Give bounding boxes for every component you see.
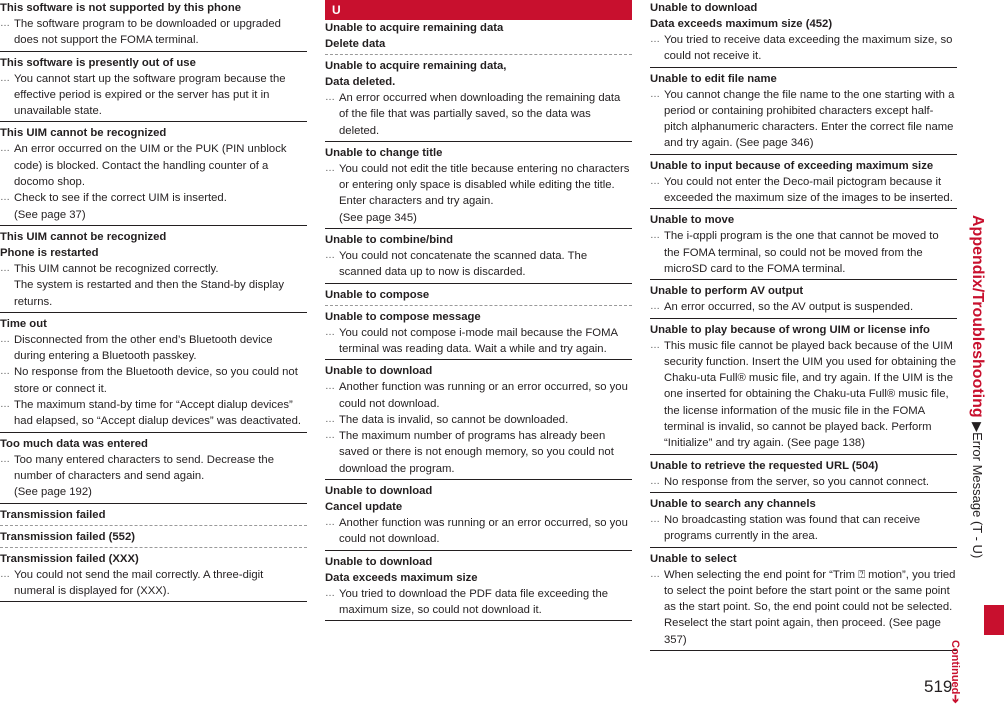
error-description: … Another function was running or an error occurred, so you could not download. (325, 515, 632, 548)
error-entry (0, 504, 307, 526)
error-message-title: This software is not supported by this phone (0, 2, 242, 14)
error-description: … The maximum number of programs has already been saved or there is not enough memory, so you could not download the program. (325, 428, 632, 477)
error-description: … You could not edit the title because entering no characters or entering only space is disabled while editing the title. Enter characters and try again. (See page 345) (325, 161, 632, 226)
error-message-title: Unable to download Cancel update (325, 485, 433, 514)
error-entry (650, 280, 957, 318)
error-entry (650, 548, 957, 651)
error-description: … An error occurred, so the AV output is suspended. (650, 299, 957, 315)
error-message-title: Unable to edit file name (650, 72, 777, 85)
error-entry (650, 319, 957, 455)
error-message-title: Unable to input because of exceeding maximum size (650, 159, 934, 172)
error-description: … This UIM cannot be recognized correctly. The system is restarted and then the Stand-by display returns. (0, 261, 307, 310)
column-left (0, 0, 307, 602)
error-entry (325, 142, 632, 229)
column-middle (325, 0, 632, 621)
error-entry (325, 55, 632, 142)
error-entry (325, 480, 632, 551)
error-message-title: Unable to select (650, 552, 737, 565)
error-message-title: Unable to move (650, 214, 735, 227)
error-description: … You could not concatenate the scanned data. The scanned data up to now is discarded. (325, 248, 632, 281)
error-message-title: Transmission failed (XXX) (0, 552, 139, 565)
error-message-title: Unable to play because of wrong UIM or license info (650, 323, 930, 336)
error-description: … An error occurred when downloading the remaining data of the file that was partially saved, so the data was deleted. (325, 90, 632, 139)
error-entry (325, 20, 632, 55)
error-message-title: Unable to compose message (325, 310, 481, 323)
section-letter-header: U (325, 0, 632, 20)
error-description: … Disconnected from the other end’s Bluetooth device during entering a Bluetooth passkey. (0, 332, 307, 365)
error-description: … You cannot change the file name to the one starting with a period or containing prohibited characters except half-pitch alphanumeric characters. Enter the correct file name and try again. (See page 346) (650, 87, 957, 152)
error-description: … The data is invalid, so cannot be downloaded. (325, 412, 632, 428)
error-message-title: Unable to download Data exceeds maximum size (452) (650, 2, 833, 30)
error-message-title: Unable to download (325, 365, 433, 378)
error-description: … You could not enter the Deco-mail pictogram because it exceeded the maximum size of the images to be inserted. (650, 174, 957, 207)
error-message-title: Unable to combine/bind (325, 234, 454, 247)
error-entry (650, 493, 957, 548)
error-message-title: Unable to search any channels (650, 497, 816, 510)
error-entry (0, 122, 307, 225)
error-message-title: Unable to compose (325, 288, 430, 301)
error-message-title: Too much data was entered (0, 437, 148, 450)
error-entry (650, 209, 957, 280)
error-message-title: This software is presently out of use (0, 56, 196, 69)
error-entry (325, 284, 632, 306)
error-entry (650, 455, 957, 493)
error-message-title: Unable to acquire remaining data Delete data (325, 22, 504, 50)
error-description: … Too many entered characters to send. Decrease the number of characters and send again. (See page 192) (0, 452, 307, 501)
error-description: … You could not send the mail correctly. A three-digit numeral is displayed for (XXX). (0, 567, 307, 600)
error-description: … Check to see if the correct UIM is inserted. (See page 37) (0, 190, 307, 223)
error-description: … No broadcasting station was found that can receive programs currently in the area. (650, 512, 957, 545)
error-description: … You tried to receive data exceeding the maximum size, so could not receive it. (650, 32, 957, 65)
error-entry (650, 0, 957, 68)
error-entry (0, 526, 307, 548)
error-message-title: Unable to change title (325, 146, 443, 159)
error-message-title: Transmission failed (0, 508, 106, 521)
error-message-title: Unable to perform AV output (650, 285, 804, 298)
error-description: … You cannot start up the software program because the effective period is expired or the server has put it in unavailable state. (0, 71, 307, 120)
error-description: … The software program to be downloaded or upgraded does not support the FOMA terminal. (0, 16, 307, 49)
error-message-title: Unable to download Data exceeds maximum size (325, 555, 478, 584)
error-entry (325, 229, 632, 284)
error-description: … An error occurred on the UIM or the PUK (PIN unblock code) is blocked. Contact the handling counter of a docomo shop. (0, 141, 307, 190)
side-title-main: Appendix/Troubleshooting (969, 215, 986, 418)
error-entry (650, 155, 957, 210)
error-entry (0, 433, 307, 504)
page-number: 519 (924, 677, 953, 696)
column-right (650, 0, 957, 651)
error-entry (650, 68, 957, 155)
error-message-title: Unable to retrieve the requested URL (504) (650, 459, 879, 472)
error-message-title: Unable to acquire remaining data, Data deleted. (325, 60, 507, 88)
error-description: … You tried to download the PDF data file exceeding the maximum size, so could not download it. (325, 586, 632, 619)
error-entry (0, 52, 307, 123)
error-message-title: Time out (0, 317, 47, 330)
error-entry (0, 313, 307, 433)
error-message-title: This UIM cannot be recognized Phone is restarted (0, 230, 167, 259)
error-message-title: This UIM cannot be recognized (0, 127, 167, 140)
error-description: … The maximum stand-by time for “Accept dialup devices” had elapsed, so “Accept dialup devices” was deactivated. (0, 397, 307, 430)
error-entry (325, 306, 632, 361)
error-entry (0, 548, 307, 603)
error-message-title: Transmission failed (552) (0, 530, 135, 543)
error-entry (325, 360, 632, 480)
error-entry (325, 551, 632, 622)
continued-label: Continued➔ (949, 640, 961, 704)
error-entry (0, 0, 307, 52)
error-description: … When selecting the end point for “Trim ⍰ motion”, you tried to select the point before the start point or the same point as the start point. So, the end point could not be selected. Reselect the start point again, then proceed. (See page 357) (650, 567, 957, 648)
error-description: … No response from the server, so you cannot connect. (650, 474, 957, 490)
side-title-sub: ▶Error Message (T - U) (970, 422, 985, 559)
error-description: … No response from the Bluetooth device, so you could not store or connect it. (0, 364, 307, 397)
error-description: … Another function was running or an error occurred, so you could not download. (325, 379, 632, 412)
page-tab-marker (984, 605, 1004, 635)
error-description: … You could not compose i-mode mail because the FOMA terminal was reading data. Wait a while and try again. (325, 325, 632, 358)
error-description: … The i-αppli program is the one that cannot be moved to the FOMA terminal, so could not be moved from the microSD card to the FOMA terminal. (650, 228, 957, 277)
error-entry (0, 226, 307, 313)
error-description: … This music file cannot be played back because of the UIM security function. Insert the UIM you used for obtaining the Chaku-uta Full® music file, and try again. If the UIM is the one inserted for obtaining the Chaku-uta Full® music file, the license information of the music file in the FOMA terminal is invalid, so cannot be played back. Perform “Initialize” and try again. (See page 138) (650, 338, 957, 452)
side-title (968, 215, 1004, 635)
